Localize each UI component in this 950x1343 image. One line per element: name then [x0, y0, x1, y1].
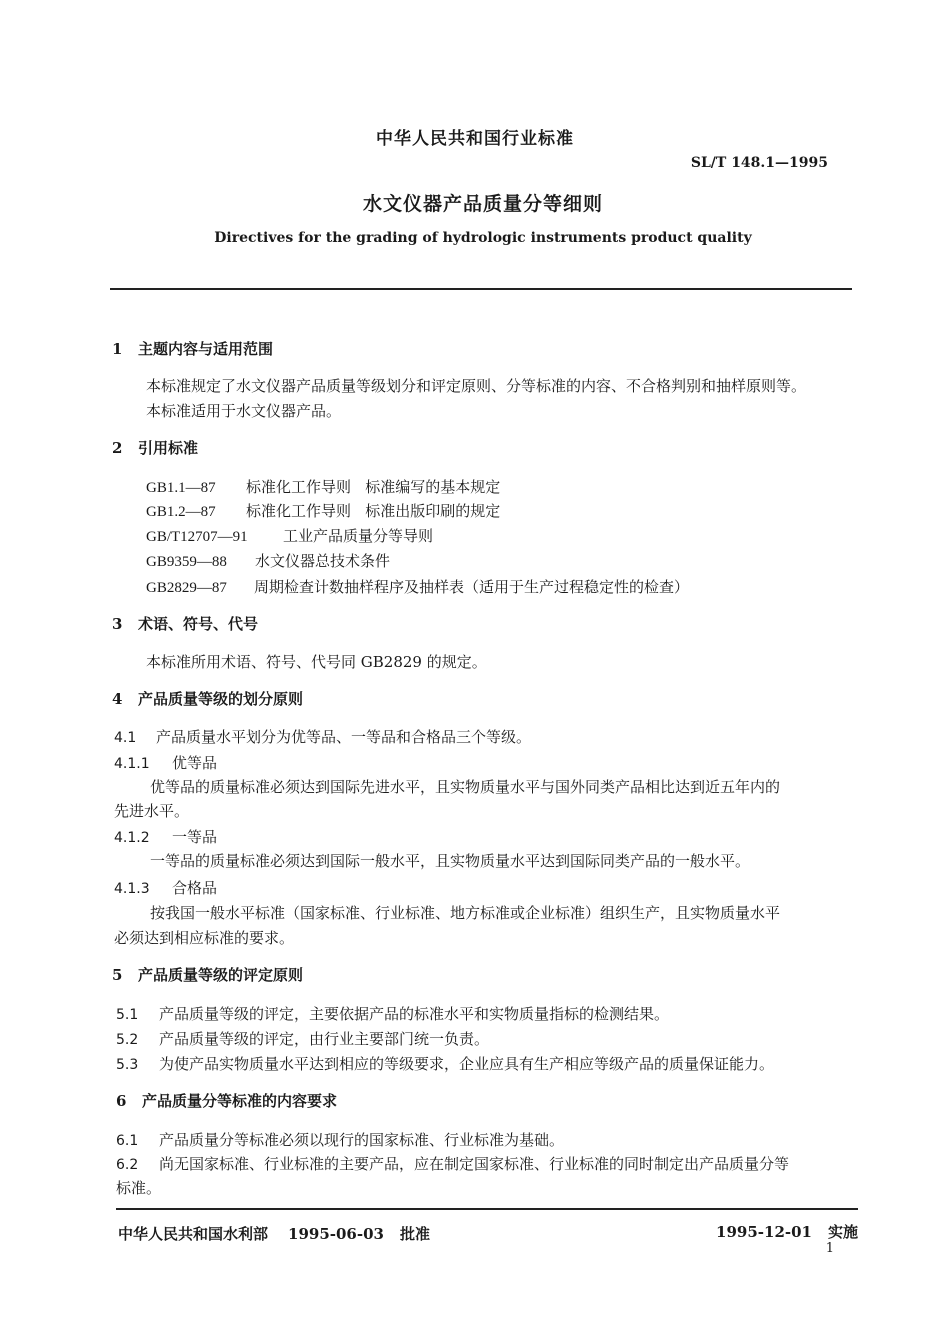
- reference-item: [146, 550, 390, 571]
- section-number: 1: [112, 340, 123, 358]
- clause: [116, 1153, 789, 1174]
- document-title-en: Directives for the grading of hydrologic instruments product quality: [214, 230, 752, 246]
- clause-number: 5.3: [116, 1057, 139, 1073]
- clause-text: 产品质量等级的评定，主要依据产品的标准水平和实物质量指标的检测结果。: [159, 1005, 670, 1023]
- section-heading: [112, 688, 303, 709]
- clause-number: 6.1: [116, 1133, 139, 1149]
- section-heading: [112, 964, 303, 985]
- section-number: 3: [112, 615, 123, 633]
- section-number: 5: [112, 966, 123, 984]
- clause-number: 4.1: [114, 730, 137, 746]
- clause-number: 5.2: [116, 1032, 139, 1048]
- clause-title: 合格品: [172, 879, 218, 897]
- clause-title: 一等品: [172, 828, 218, 846]
- impl-label: 实施: [827, 1223, 858, 1241]
- paragraph-line: 本标准规定了水文仪器产品质量等级划分和评定原则、分等标准的内容、不合格判别和抽样原则等。: [146, 377, 807, 395]
- clause-number: 6.2: [116, 1157, 139, 1173]
- standard-org-heading: 中华人民共和国行业标准: [376, 129, 574, 149]
- section-heading: [112, 613, 258, 634]
- paragraph-line: 标准。: [116, 1179, 162, 1197]
- clause-number: 4.1.2: [114, 830, 150, 846]
- clause: [114, 726, 531, 747]
- page-number: 1: [825, 1241, 834, 1256]
- paragraph-line: 先进水平。: [114, 802, 190, 820]
- section-title: 产品质量等级的评定原则: [138, 966, 304, 984]
- clause: [116, 1129, 564, 1150]
- approve-label: 批准: [399, 1225, 430, 1243]
- section-heading: [116, 1090, 337, 1111]
- clause-text: 产品质量水平划分为优等品、一等品和合格品三个等级。: [156, 728, 532, 746]
- clause-text: 尚无国家标准、行业标准的主要产品，应在制定国家标准、行业标准的同时制定出产品质量分等: [159, 1155, 790, 1173]
- reference-item: [146, 500, 500, 521]
- document-title: 水文仪器产品质量分等细则: [362, 193, 603, 215]
- paragraph-line: 一等品的质量标准必须达到国际一般水平，且实物质量水平达到国际同类产品的一般水平。: [150, 852, 751, 870]
- header-divider: [110, 288, 852, 290]
- paragraph-line: 本标准所用术语、符号、代号同 GB2829 的规定。: [146, 653, 487, 671]
- standard-code: SL/T 148.1—1995: [690, 155, 828, 171]
- reference-title: 标准化工作导则 标准出版印刷的规定: [246, 502, 501, 520]
- paragraph-line: 按我国一般水平标准（国家标准、行业标准、地方标准或企业标准）组织生产，且实物质量水平: [150, 904, 781, 922]
- clause-title: 优等品: [172, 754, 218, 772]
- section-title: 引用标准: [138, 439, 199, 457]
- clause-text: 产品质量分等标准必须以现行的国家标准、行业标准为基础。: [159, 1131, 565, 1149]
- reference-item: [146, 525, 433, 546]
- paragraph-line: 必须达到相应标准的要求。: [114, 929, 295, 947]
- reference-title: 水文仪器总技术条件: [255, 552, 391, 570]
- section-number: 2: [112, 439, 123, 457]
- impl-date: 1995-12-01: [716, 1223, 812, 1241]
- reference-item: [146, 576, 689, 597]
- section-title: 产品质量等级的划分原则: [138, 690, 304, 708]
- paragraph-line: 优等品的质量标准必须达到国际先进水平，且实物质量水平与国外同类产品相比达到近五年内的: [150, 778, 781, 796]
- clause-number: 5.1: [116, 1007, 139, 1023]
- reference-title: 工业产品质量分等导则: [283, 527, 434, 545]
- reference-code: GB/T12707—91: [146, 529, 248, 545]
- clause-text: 产品质量等级的评定，由行业主要部门统一负责。: [159, 1030, 490, 1048]
- section-title: 产品质量分等标准的内容要求: [142, 1092, 338, 1110]
- reference-title: 周期检查计数抽样程序及抽样表（适用于生产过程稳定性的检查）: [254, 578, 690, 596]
- clause-heading: [114, 877, 217, 898]
- section-heading: [112, 338, 273, 359]
- reference-code: GB2829—87: [146, 580, 227, 596]
- section-number: 6: [116, 1092, 127, 1110]
- reference-code: GB1.1—87: [146, 480, 216, 496]
- clause: [116, 1053, 774, 1074]
- approve-date: 1995-06-03: [288, 1225, 384, 1243]
- section-title: 主题内容与适用范围: [138, 340, 274, 358]
- approval-info: [118, 1223, 430, 1244]
- clause: [116, 1028, 489, 1049]
- section-title: 术语、符号、代号: [138, 615, 259, 633]
- clause-heading: [114, 826, 217, 847]
- reference-item: [146, 476, 500, 497]
- approver: 中华人民共和国水利部: [118, 1225, 269, 1243]
- clause-text: 为使产品实物质量水平达到相应的等级要求，企业应具有生产相应等级产品的质量保证能力。: [159, 1055, 775, 1073]
- section-heading: [112, 437, 198, 458]
- clause: [116, 1003, 669, 1024]
- clause-number: 4.1.3: [114, 881, 150, 897]
- section-number: 4: [112, 690, 123, 708]
- reference-code: GB9359—88: [146, 554, 227, 570]
- footer-divider: [116, 1208, 858, 1210]
- implementation-info: [716, 1221, 858, 1242]
- reference-code: GB1.2—87: [146, 504, 216, 520]
- paragraph-line: 本标准适用于水文仪器产品。: [146, 402, 342, 420]
- clause-number: 4.1.1: [114, 756, 150, 772]
- reference-title: 标准化工作导则 标准编写的基本规定: [246, 478, 501, 496]
- clause-heading: [114, 752, 217, 773]
